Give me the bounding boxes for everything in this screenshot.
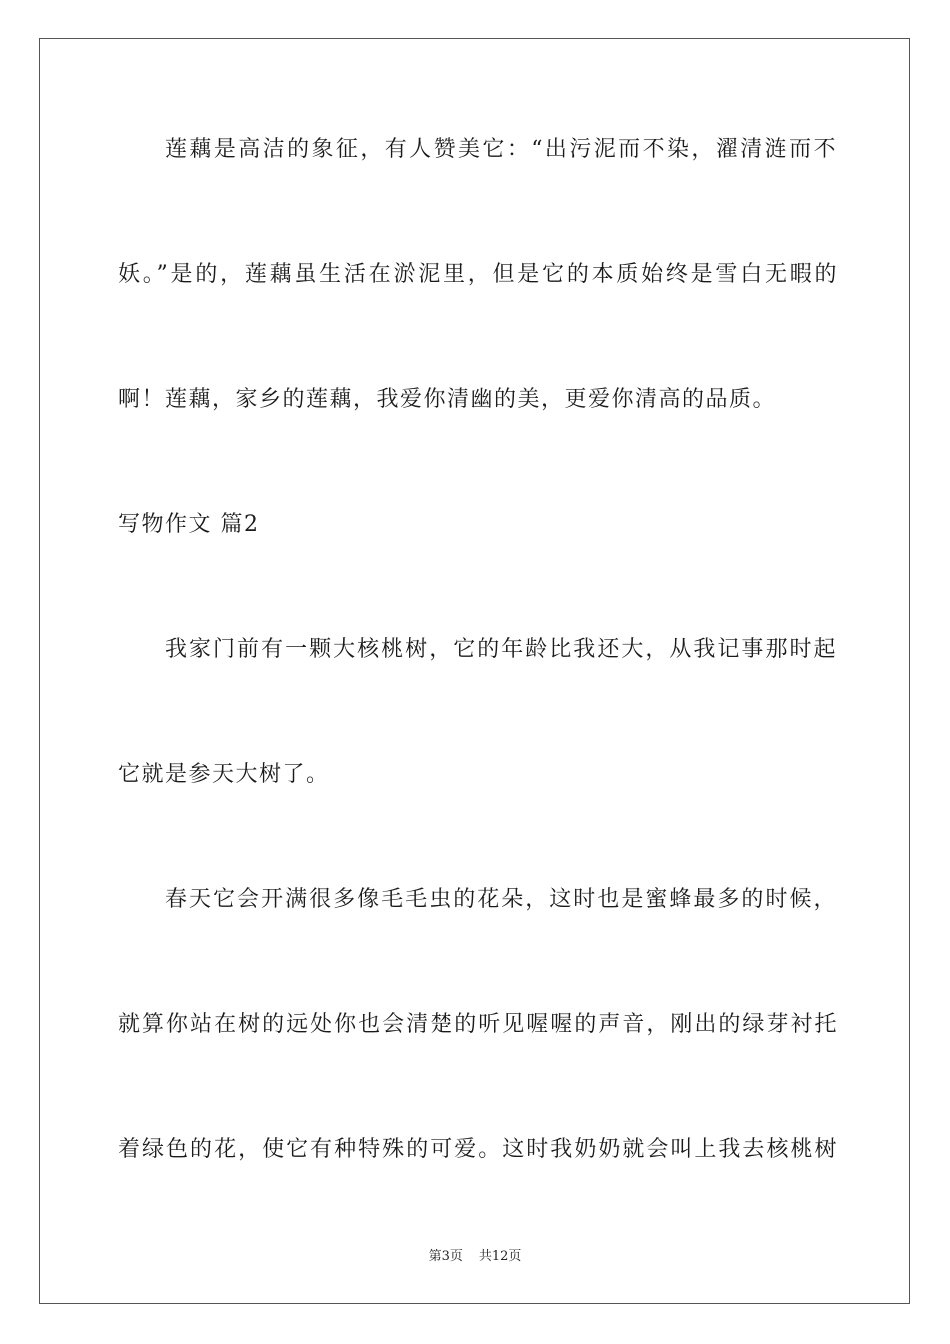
paragraph-line: 就算你站在树的远处你也会清楚的听见喔喔的声音，刚出的绿芽衬托 <box>118 1012 838 1037</box>
section-heading: 写物作文 篇2 <box>118 512 260 537</box>
paragraph-line: 着绿色的花，使它有种特殊的可爱。这时我奶奶就会叫上我去核桃树 <box>118 1137 838 1162</box>
paragraph-line: 它就是参天大树了。 <box>118 762 330 787</box>
paragraph-line: 我家门前有一颗大核桃树，它的年龄比我还大，从我记事那时起 <box>165 637 837 662</box>
paragraph-line: 莲藕是高洁的象征，有人赞美它：“出污泥而不染，濯清涟而不 <box>165 137 837 162</box>
paragraph-line: 啊！莲藕，家乡的莲藕，我爱你清幽的美，更爱你清高的品质。 <box>118 387 777 412</box>
page-footer <box>0 1248 950 1266</box>
paragraph-line: 妖。”是的，莲藕虽生活在淤泥里，但是它的本质始终是雪白无暇的 <box>118 262 838 287</box>
page-total: 共12页 <box>478 1249 522 1264</box>
paragraph-line: 春天它会开满很多像毛毛虫的花朵，这时也是蜜蜂最多的时候， <box>165 887 837 912</box>
page-border <box>39 38 910 1304</box>
page-number: 第3页 <box>428 1249 463 1264</box>
